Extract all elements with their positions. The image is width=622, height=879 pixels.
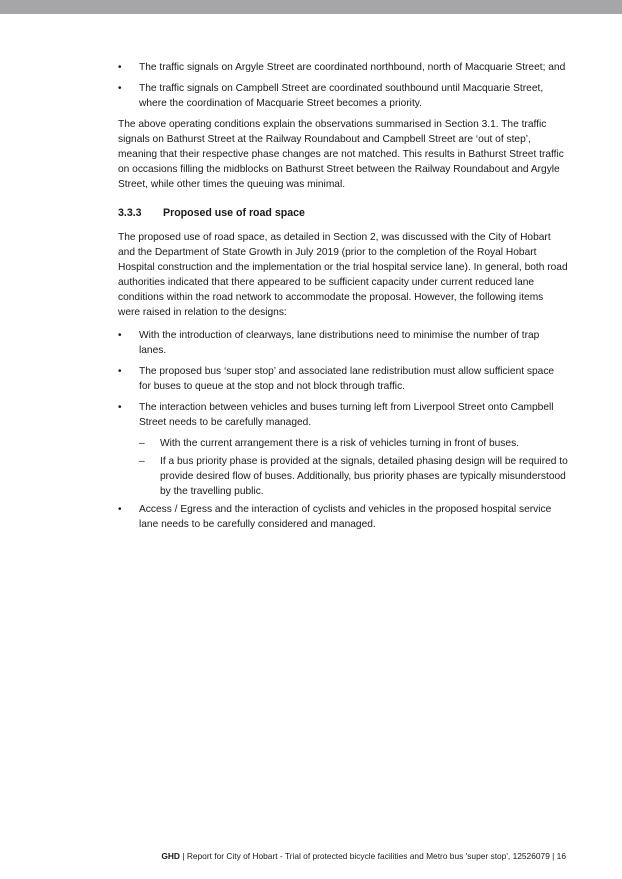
bullet-marker: • <box>118 366 122 377</box>
list-item <box>118 502 568 532</box>
header-bar <box>0 0 622 14</box>
list-item <box>118 328 568 358</box>
section-title: Proposed use of road space <box>163 207 305 219</box>
list-item <box>118 364 568 394</box>
list-item <box>118 60 568 75</box>
bullet-marker: • <box>118 330 122 341</box>
list-item <box>118 81 568 111</box>
page-footer <box>0 851 566 861</box>
sub-list-item-text: With the current arrangement there is a risk of vehicles turning in front of buses. <box>160 438 519 449</box>
footer-text: | Report for City of Hobart - Trial of protected bicycle facilities and Metro bus 'super stop', 12526079 | 16 <box>179 851 566 861</box>
sub-list-item <box>118 436 568 451</box>
dash-marker: – <box>139 438 145 449</box>
sub-list-item-text: If a bus priority phase is provided at the signals, detailed phasing design will be required to provide desired flow of buses. Additionally, bus priority phases are typically misunderstood by the travelling public. <box>160 456 568 497</box>
list-item-text: The proposed bus ‘super stop’ and associated lane redistribution must allow sufficient space for buses to queue at the stop and not block through traffic. <box>139 366 555 392</box>
sub-list-item <box>118 454 568 499</box>
dash-marker: – <box>139 456 145 467</box>
list-item <box>118 400 568 430</box>
document-body <box>118 60 568 538</box>
bullet-marker: • <box>118 504 122 515</box>
list-item-text: The traffic signals on Campbell Street are coordinated southbound until Macquarie Street, where the coordination of Macquarie Street becomes a priority. <box>139 83 544 109</box>
list-item-text: With the introduction of clearways, lane distributions need to minimise the number of trap lanes. <box>139 330 540 356</box>
list-item-text: Access / Egress and the interaction of cyclists and vehicles in the proposed hospital service lane needs to be carefully considered and managed. <box>139 504 552 530</box>
bullet-marker: • <box>118 83 122 94</box>
list-item-text: The traffic signals on Argyle Street are coordinated northbound, north of Macquarie Street; and <box>139 62 566 73</box>
footer-brand: GHD <box>161 851 180 861</box>
section-heading <box>118 206 568 221</box>
paragraph: The above operating conditions explain the observations summarised in Section 3.1. The traffic signals on Bathurst Street at the Railway Roundabout and Campbell Street are ‘out of step’, meaning that their respective phase changes are not matched. This results in Bathurst Street traffic on occasions filling the midblocks on Bathurst Street between the Railway Roundabout and Argyle Street, while other times the queuing was minimal. <box>118 119 564 190</box>
paragraph: The proposed use of road space, as detailed in Section 2, was discussed with the City of Hobart and the Department of State Growth in July 2019 (prior to the completion of the Royal Hobart Hospital construction and the implementation or the trial hospital service lane). In general, both road authorities indicated that there appeared to be sufficient capacity under current reduced lane conditions within the road network to accommodate the proposal. However, the following items were raised in relation to the designs: <box>118 232 568 318</box>
bullet-marker: • <box>118 402 122 413</box>
bullet-marker: • <box>118 62 122 73</box>
list-item-text: The interaction between vehicles and buses turning left from Liverpool Street onto Campbell Street needs to be carefully managed. <box>139 402 554 428</box>
section-number: 3.3.3 <box>118 207 142 219</box>
